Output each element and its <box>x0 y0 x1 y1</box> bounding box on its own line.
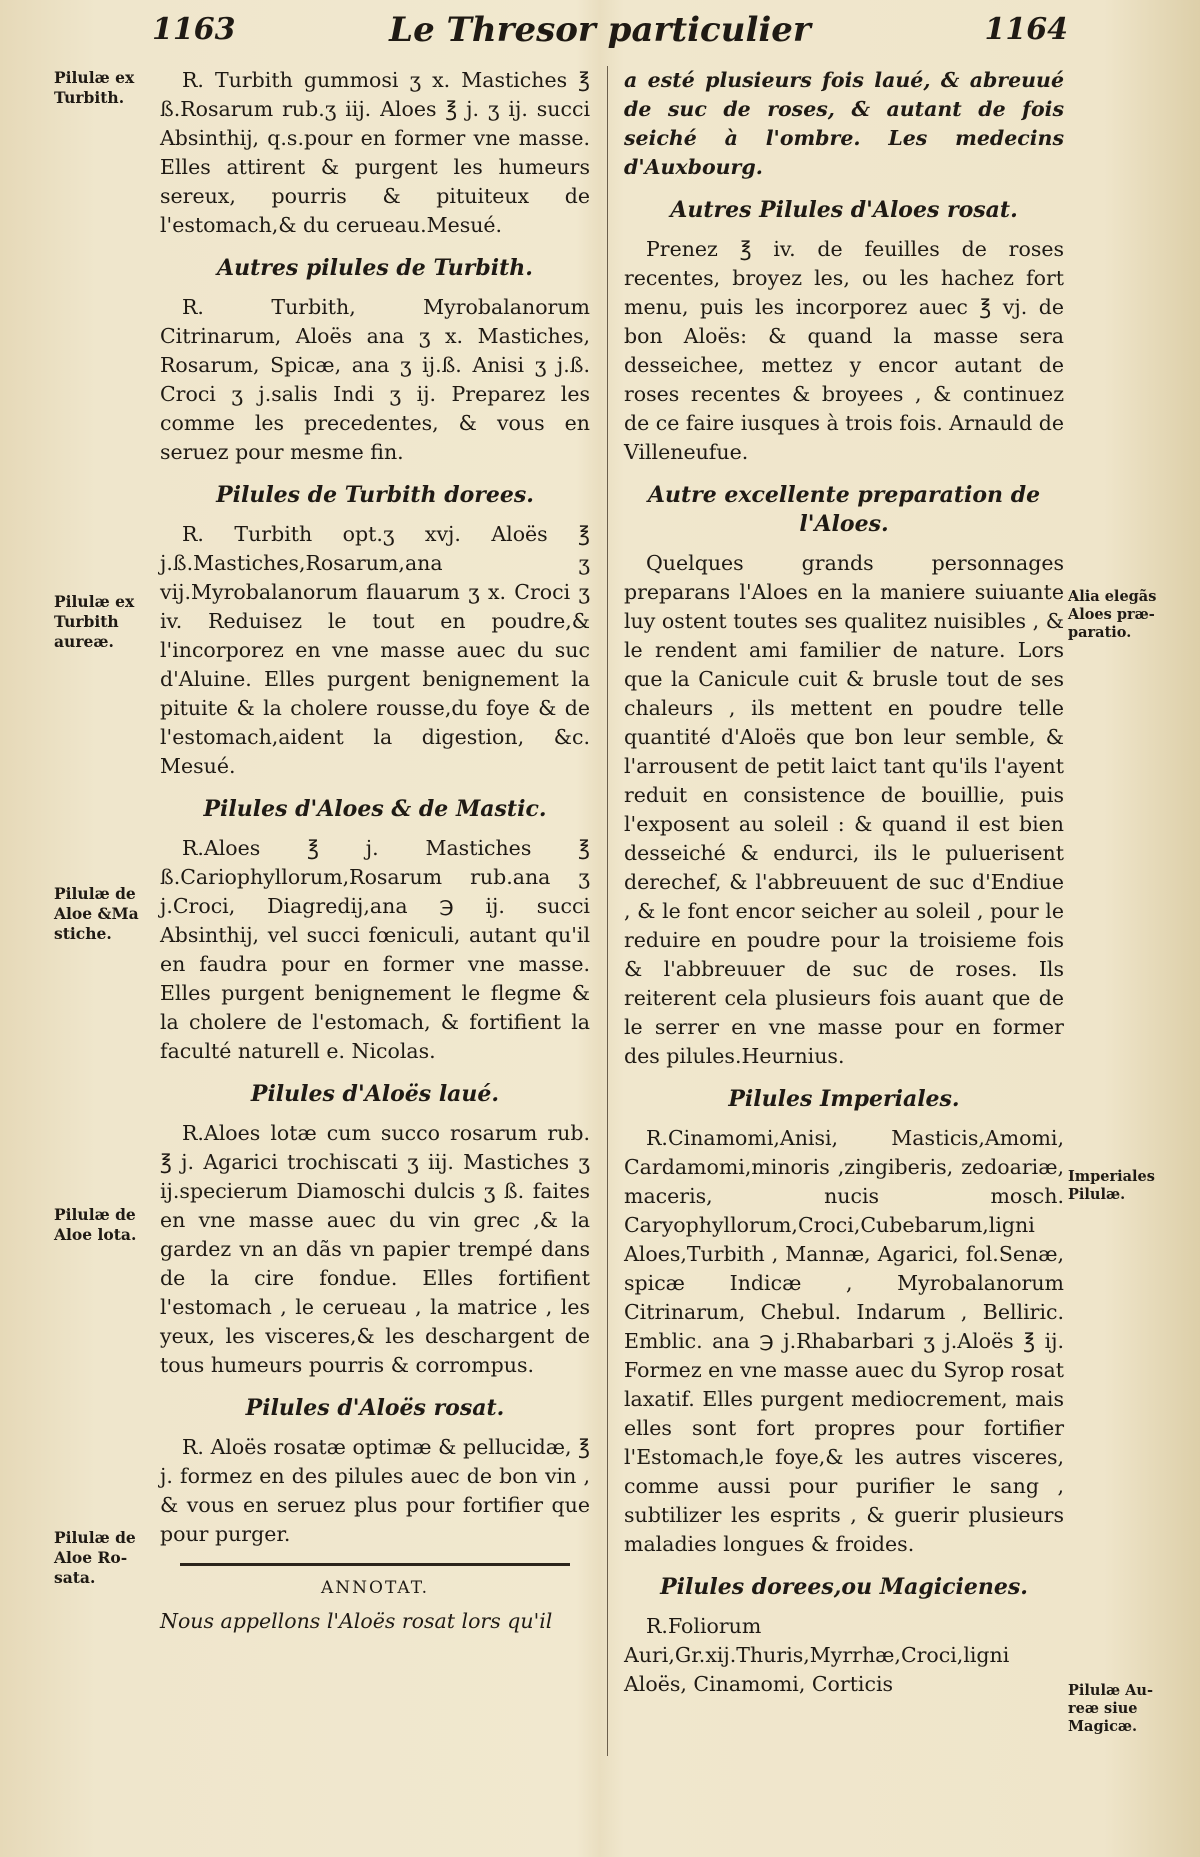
annotation-title: ANNOTAT. <box>321 1578 429 1598</box>
margin-note: Pilulæ Au- reæ siue Magicæ. <box>1068 1682 1153 1735</box>
continued-text: a esté plusieurs fois laué, & abreuué de suc de roses, & autant de fois seiché à l'ombre. Les medecins d'Auxbourg. <box>624 68 1064 179</box>
margin-note: Imperiales Pilulæ. <box>1068 1168 1155 1203</box>
section-heading: Pilules dorees,ou Magicienes. <box>660 1574 1028 1600</box>
section-heading: Pilules d'Aloës rosat. <box>245 1395 505 1421</box>
recipe-paragraph: R.Cinamomi,Anisi, Masticis,Amomi, Cardamomi,minoris ,zingiberis, zedoariæ, maceris, nucis mosch. Caryophyllorum,Croci,Cubebarum,ligni Aloes,Turbith , Mannæ, Agarici, fol.Senæ, spicæ Indicæ , Myrobalanorum Citrinarum, Chebul. Indarum , Belliric. Emblic. ana ℈ j.Rhabarbari ʒ j.Aloës ℥ ij. Formez en vne masse auec du Syrop rosat laxatif. Elles purgent mediocrement, mais elles sont fort propres pour fortifier l'Estomach,le foye,& les autres visceres, comme aussi pour purifier le sang , subtilizer les esprits , & guerir plusieurs maladies longues & froides. <box>624 1126 1064 1556</box>
recipe-paragraph: R. Turbith opt.ʒ xvj. Aloës ℥ j.ß.Mastiches,Rosarum,ana ʒ vij.Myrobalanorum flauarum ʒ x. Croci ʒ iv. Reduisez le tout en poudre,& l'incorporez en vne masse auec du suc d'Aluine. Elles purgent benignement la pituite & la cholere rousse,du foye & de l'estomach,aident la digestion, &c. Mesué. <box>160 522 590 778</box>
margin-note: Alia elegãs Aloes præ- paratio. <box>1068 588 1157 641</box>
annotation-text: Nous appellons l'Aloës rosat lors qu'il <box>160 1609 553 1633</box>
right-page-number: 1164 <box>984 12 1068 47</box>
horizontal-rule <box>180 1563 570 1566</box>
margin-note: Pilulæ de Aloe Ro- sata. <box>54 1528 136 1587</box>
section-heading: Autres Pilules d'Aloes rosat. <box>670 197 1018 223</box>
margin-note: Pilulæ ex Turbith. <box>54 68 135 107</box>
section-heading: Autre excellente preparation de l'Aloes. <box>647 482 1041 537</box>
column-divider <box>607 66 608 1756</box>
running-title: Le Thresor particulier <box>389 10 811 50</box>
recipe-paragraph: R. Turbith gummosi ʒ x. Mastiches ℥ ß.Rosarum rub.ʒ iij. Aloes ℥ j. ʒ ij. succi Absinthij, q.s.pour en former vne masse. Elles attirent & purgent les humeurs sereux, pourris & pituiteux de l'estomach,& du cerueau.Mesué. <box>160 68 590 237</box>
margin-note: Pilulæ de Aloe lota. <box>54 1205 137 1244</box>
recipe-paragraph: R.Foliorum Auri,Gr.xij.Thuris,Myrrhæ,Croci,ligni Aloës, Cinamomi, Corticis <box>624 1614 1010 1696</box>
recipe-paragraph: R. Aloës rosatæ optimæ & pellucidæ, ℥ j. formez en des pilules auec de bon vin , & vous en seruez plus pour fortifier que pour purger. <box>160 1435 590 1546</box>
recipe-paragraph: Prenez ℥ iv. de feuilles de roses recentes, broyez les, ou les hachez fort menu, puis les incorporez auec ℥ vj. de bon Aloës: & quand la masse sera desseichee, mettez y encor autant de roses recentes & broyees , & continuez de ce faire iusques à trois fois. Arnauld de Villeneufue. <box>624 237 1064 464</box>
left-text-column <box>160 66 590 1640</box>
recipe-paragraph: Quelques grands personnages preparans l'Aloes en la maniere suiuante luy ostent toutes ses qualitez nuisibles , & le rendent ami familier de nature. Lors que la Canicule cuit & brusle tout de ses chaleurs , ils mettent en poudre telle quantité d'Aloës que bon leur semble, & l'arrousent de petit laict tant qu'ils l'ayent reduit en consistence de bouillie, puis l'exposent au soleil : & quand il est bien desseiché & endurci, ils le puluerisent derechef, & l'abbreuuent de suc d'Endiue , & le font encor seicher au soleil , pour le reduire en poudre pour la troisieme fois & l'abbreuuer de suc de roses. Ils reiterent cela plusieurs fois auant que de le serrer en vne masse pour en former des pilules.Heurnius. <box>624 551 1064 1068</box>
right-text-column <box>624 66 1064 1703</box>
recipe-paragraph: R.Aloes lotæ cum succo rosarum rub. ℥ j. Agarici trochiscati ʒ iij. Mastiches ʒ ij.specierum Diamoschi dulcis ʒ ß. faites en vne masse auec du vin grec ,& la gardez vn an dãs vn papier trempé dans de la cire fondue. Elles fortifient l'estomach , le cerueau , la matrice , les yeux, les visceres,& les deschargent de tous humeurs pourris & corrompus. <box>160 1121 590 1377</box>
recipe-paragraph: R.Aloes ℥ j. Mastiches ℥ ß.Cariophyllorum,Rosarum rub.ana ʒ j.Croci, Diagredij,ana ℈ ij. succi Absinthij, vel succi fœniculi, autant qu'il en faudra pour en former vne masse. Elles purgent benignement le flegme & la cholere de l'estomach, & fortifient la faculté naturell e. Nicolas. <box>160 836 590 1063</box>
margin-note: Pilulæ de Aloe &Ma stiche. <box>54 884 139 943</box>
left-page-number: 1163 <box>152 12 236 47</box>
section-heading: Autres pilules de Turbith. <box>217 255 533 281</box>
margin-note: Pilulæ ex Turbith aureæ. <box>54 592 135 651</box>
section-heading: Pilules d'Aloes & de Mastic. <box>203 796 547 822</box>
page-header <box>0 6 1200 56</box>
recipe-paragraph: R. Turbith, Myrobalanorum Citrinarum, Aloës ana ʒ x. Mastiches, Rosarum, Spicæ, ana ʒ ij.ß. Anisi ʒ j.ß. Croci ʒ j.salis Indi ʒ ij. Preparez les comme les precedentes, & vous en seruez pour mesme fin. <box>160 295 590 464</box>
section-heading: Pilules de Turbith dorees. <box>216 482 534 508</box>
section-heading: Pilules Imperiales. <box>728 1086 960 1112</box>
section-heading: Pilules d'Aloës laué. <box>250 1081 500 1107</box>
